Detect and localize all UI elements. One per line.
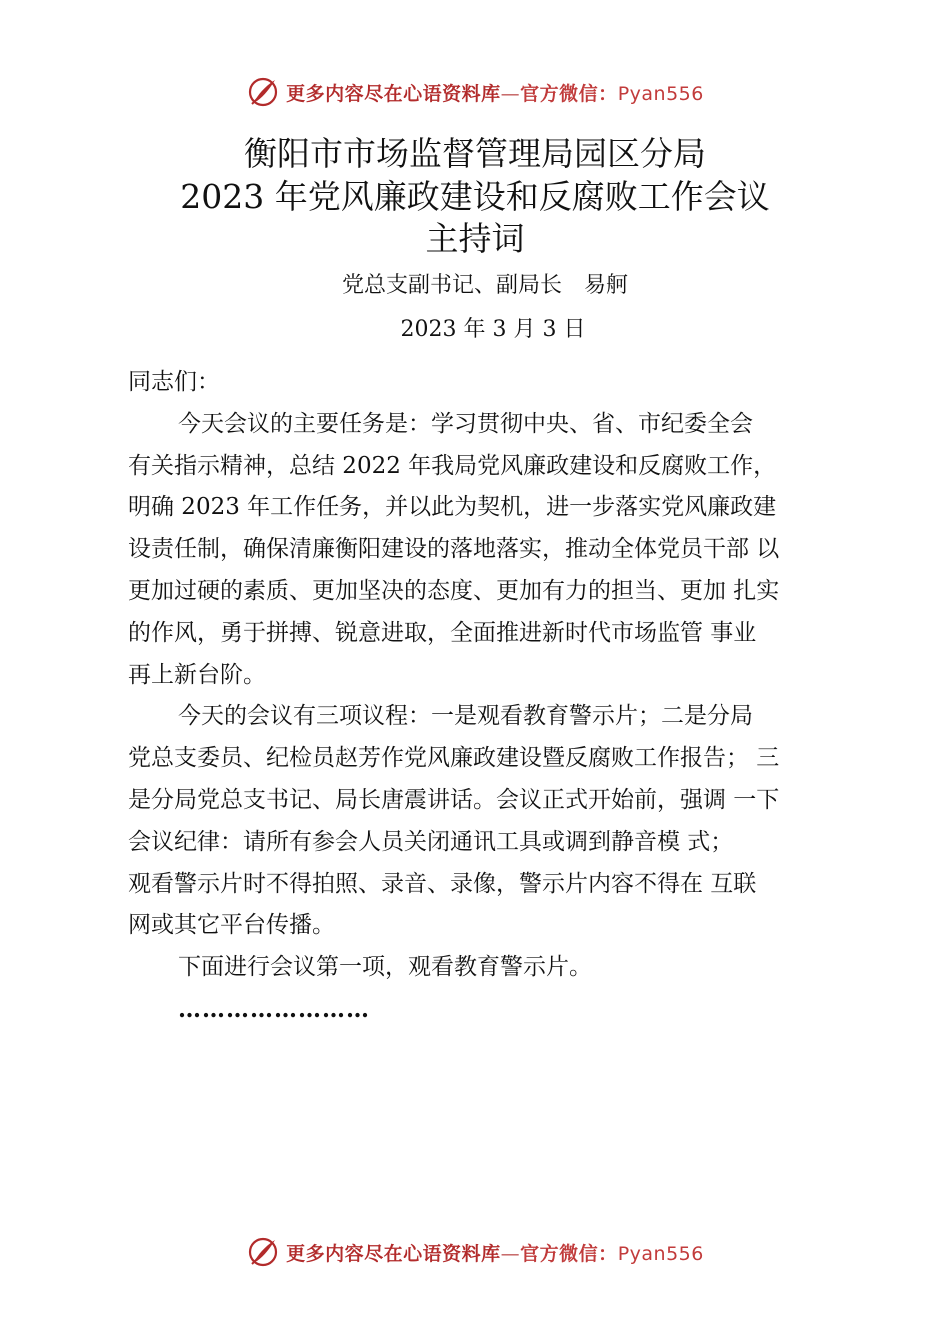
paragraph-line: 更加过硬的素质、更加坚决的态度、更加有力的担当、更加 扎实 bbox=[128, 577, 780, 604]
paragraph-line: 是分局党总支书记、局长唐震讲话。会议正式开始前，强调 一下 bbox=[128, 786, 780, 813]
paragraph-3 bbox=[128, 947, 840, 989]
paragraph-line: 网或其它平台传播。 bbox=[128, 912, 335, 939]
paragraph-line: 的作风，勇于拼搏、锐意进取，全面推进新时代市场监管 事业 bbox=[128, 619, 757, 646]
watermark-wechat-label: 官方微信： bbox=[520, 1242, 618, 1265]
feather-pen-logo-icon bbox=[246, 75, 280, 109]
watermark-wechat-label: 官方微信： bbox=[520, 82, 618, 105]
watermark-wechat-id: Pyan556 bbox=[617, 1242, 704, 1265]
header-watermark bbox=[0, 72, 950, 112]
paragraph-1 bbox=[128, 404, 840, 697]
paragraph-line: 有关指示精神，总结 2022 年我局党风廉政建设和反腐败工作， bbox=[128, 452, 777, 479]
paragraph-2 bbox=[128, 696, 840, 947]
watermark-text bbox=[286, 1239, 704, 1266]
paragraph-line: 下面进行会议第一项，观看教育警示片。 bbox=[178, 954, 592, 981]
doc-title-line-1: 衡阳市市场监督管理局园区分局 bbox=[244, 134, 706, 173]
watermark-main: 更多内容尽在心语资料库 bbox=[286, 82, 501, 105]
doc-body bbox=[128, 362, 840, 1031]
paragraph-line: 会议纪律：请所有参会人员关闭通讯工具或调到静音模 式； bbox=[128, 828, 734, 855]
watermark-text bbox=[286, 79, 704, 106]
watermark-separator: — bbox=[500, 82, 521, 105]
doc-title-line-3: 主持词 bbox=[425, 219, 525, 258]
doc-date: 2023 年 3 月 3 日 bbox=[400, 317, 586, 342]
paragraph-line: 观看警示片时不得拍照、录音、录像，警示片内容不得在 互联 bbox=[128, 870, 757, 897]
paragraph-line: 再上新台阶。 bbox=[128, 661, 266, 688]
paragraph-line: 明确 2023 年工作任务，并以此为契机，进一步落实党风廉政建 bbox=[128, 494, 777, 521]
paragraph-line: 今天会议的主要任务是：学习贯彻中央、省、市纪委全会 bbox=[178, 410, 753, 437]
paragraph-line: 设责任制，确保清廉衡阳建设的落地落实，推动全体党员干部 以 bbox=[128, 536, 780, 563]
feather-pen-logo-icon bbox=[246, 1235, 280, 1269]
watermark-main: 更多内容尽在心语资料库 bbox=[286, 1242, 501, 1265]
doc-title-line-2: 2023 年党风廉政建设和反腐败工作会议 bbox=[180, 177, 770, 216]
doc-author: 党总支副书记、副局长 易舸 bbox=[341, 273, 628, 298]
paragraph-line: 党总支委员、纪检员赵芳作党风廉政建设暨反腐败工作报告； 三 bbox=[128, 745, 780, 772]
salutation: 同志们： bbox=[128, 369, 220, 395]
watermark-separator: — bbox=[500, 1242, 521, 1265]
footer-watermark bbox=[0, 1232, 950, 1272]
ellipsis: …………………… bbox=[178, 995, 370, 1023]
paragraph-line: 今天的会议有三项议程：一是观看教育警示片；二是分局 bbox=[178, 703, 753, 730]
watermark-wechat-id: Pyan556 bbox=[617, 82, 704, 105]
